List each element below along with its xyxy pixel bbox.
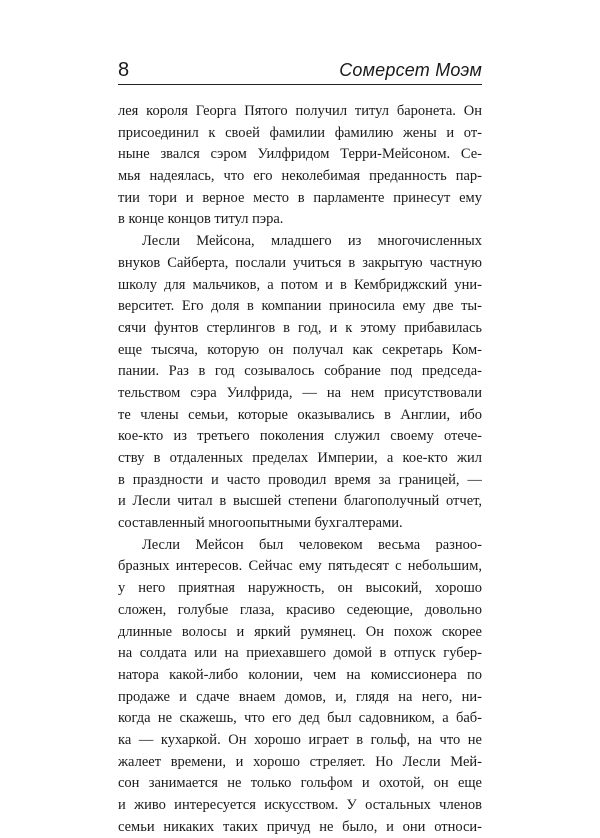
text-line: у него приятная наружность, он высокий, хорошо xyxy=(118,580,482,597)
text-line: сячи фунтов стерлингов в год, и к этому прибавилась xyxy=(118,319,482,336)
text-line: на солдата или на приехавшего домой в отпуск губер- xyxy=(118,645,482,662)
body-text xyxy=(118,101,482,838)
text-line: и Лесли читал в высшей степени благополучный отчет, xyxy=(118,493,482,510)
text-line: сон занимается не только гольфом и охотой, он еще xyxy=(118,775,482,792)
text-line: и живо интересуется искусством. У остальных членов xyxy=(118,797,482,813)
text-line: составленный многоопытными бухгалтерами. xyxy=(118,515,403,532)
text-line: ныне звался сэром Уилфридом Терри-Мейсоном. Се- xyxy=(118,146,482,163)
text-line: сложен, голубые глаза, красиво седеющие, довольно xyxy=(118,601,482,618)
text-line: кое-кто из третьего поколения служил своему отече- xyxy=(118,428,482,445)
text-line: школу для мальчиков, а потом и в Кембриджский уни- xyxy=(118,276,482,293)
text-line: в праздности и часто проводил время за границей, — xyxy=(118,471,482,488)
page-number: 8 xyxy=(118,59,130,81)
running-title-author: Сомерсет Моэм xyxy=(339,60,482,80)
text-line: еще тысяча, которую он получал как секретарь Ком- xyxy=(118,341,482,358)
text-line: бразных интересов. Сейчас ему пятьдесят с небольшим, xyxy=(118,558,482,575)
text-line: внуков Сайберта, послали учиться в закрытую частную xyxy=(118,254,482,271)
text-line: жалеет времени, и хорошо стреляет. Но Лесли Мей- xyxy=(118,753,482,770)
text-line: длинные волосы и яркий румянец. Он похож скорее xyxy=(118,623,482,640)
text-line: присоединил к своей фамилии фамилию жены и от- xyxy=(118,124,482,141)
text-line: продаже и сдаче внаем домов, и, глядя на него, ни- xyxy=(118,688,482,705)
text-line: натора какой-либо колонии, чем на комиссионера по xyxy=(118,666,482,683)
text-line: верситет. Его доля в компании приносила ему две ты- xyxy=(118,298,482,315)
text-line: те члены семьи, которые оказывались в Англии, ибо xyxy=(118,406,482,423)
text-line: пании. Раз в год созывалось собрание под председа- xyxy=(118,363,482,380)
text-line: тии тори и верное место в парламенте принесут ему xyxy=(118,189,482,206)
text-line: Лесли Мейсона, младшего из многочисленных xyxy=(142,233,482,250)
text-line: когда не скажешь, что его дед был садовником, а баб- xyxy=(118,710,482,727)
running-header xyxy=(118,56,482,85)
text-line: мья надеялась, что его неколебимая преданность пар- xyxy=(118,168,482,185)
text-line: семьи никаких таких причуд не было, и они относи- xyxy=(118,818,482,835)
text-line: Лесли Мейсон был человеком весьма разноо- xyxy=(142,536,482,553)
text-line: лея короля Георга Пятого получил титул баронета. Он xyxy=(118,103,482,119)
text-line: в конце концов титул пэра. xyxy=(118,211,284,228)
text-line: ству в отдаленных пределах Империи, а кое-кто жил xyxy=(118,450,482,466)
text-line: тельством сэра Уилфрида, — на нем присутствовали xyxy=(118,384,482,401)
text-line: ка — кухаркой. Он хорошо играет в гольф, на что не xyxy=(118,731,482,748)
